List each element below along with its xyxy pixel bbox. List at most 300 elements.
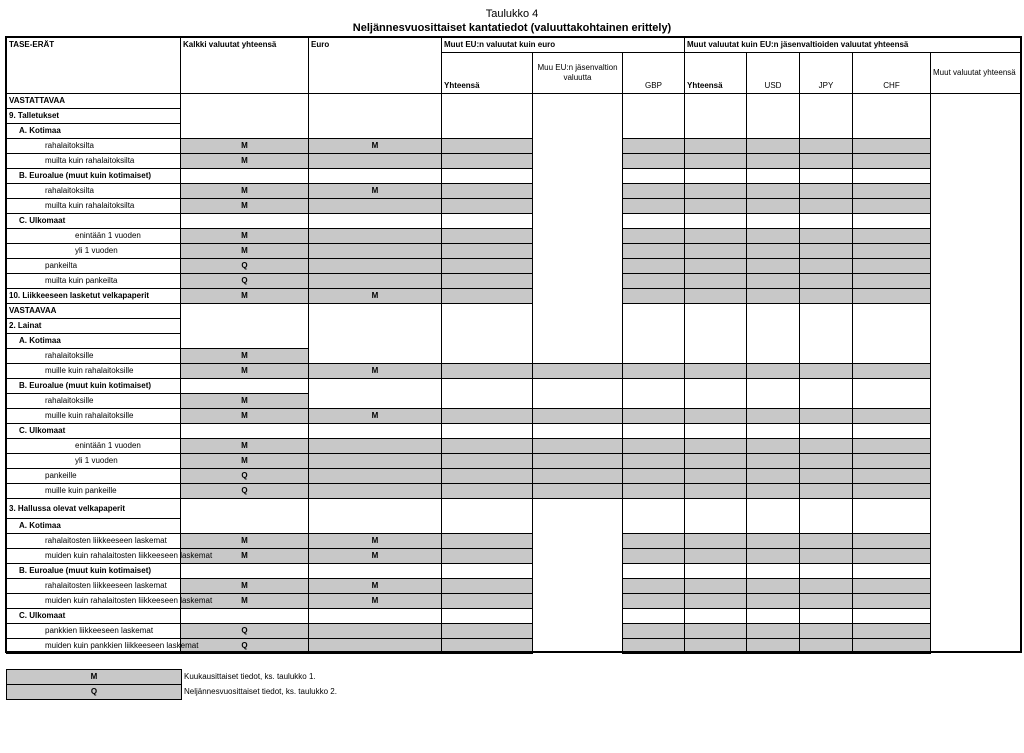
- cell-empty: [747, 609, 800, 624]
- cell-required: [800, 259, 853, 274]
- cell-empty: [853, 564, 931, 579]
- cell-required: [623, 469, 685, 484]
- cell-required: [685, 469, 747, 484]
- cell-empty: [181, 109, 309, 124]
- cell-empty: [442, 169, 533, 184]
- table-row: [7, 469, 1022, 484]
- cell-empty: [309, 609, 442, 624]
- cell-frequency-all: M: [181, 349, 309, 364]
- cell-empty: [685, 169, 747, 184]
- cell-empty: [800, 94, 853, 109]
- cell-empty: [623, 214, 685, 229]
- legend: [6, 669, 339, 700]
- cell-required: [623, 154, 685, 169]
- cell-empty: [533, 244, 623, 259]
- cell-empty: [747, 379, 800, 394]
- cell-required: [623, 409, 685, 424]
- cell-frequency-all: Q: [181, 274, 309, 289]
- row-label: yli 1 vuoden: [7, 454, 181, 469]
- header-other-eu: Muut EU:n valuutat kuin euro: [442, 38, 685, 53]
- cell-required: [800, 244, 853, 259]
- cell-empty: [181, 519, 309, 534]
- cell-empty: [747, 124, 800, 139]
- cell-frequency-all: M: [181, 549, 309, 564]
- cell-empty: [747, 394, 800, 409]
- cell-required: [533, 364, 623, 379]
- cell-required: [623, 229, 685, 244]
- cell-required: [442, 199, 533, 214]
- cell-frequency-euro: M: [309, 184, 442, 199]
- cell-empty: [533, 534, 623, 549]
- cell-empty: [533, 379, 623, 394]
- cell-empty: [533, 124, 623, 139]
- cell-empty: [623, 349, 685, 364]
- cell-required: [747, 579, 800, 594]
- cell-empty: [800, 109, 853, 124]
- cell-empty: [685, 379, 747, 394]
- cell-required: [623, 184, 685, 199]
- cell-required: [442, 439, 533, 454]
- cell-required: [685, 639, 747, 654]
- table-row: [7, 639, 1022, 654]
- cell-required: [623, 579, 685, 594]
- cell-required: [800, 594, 853, 609]
- cell-empty: [309, 424, 442, 439]
- cell-required: [747, 594, 800, 609]
- cell-required: [747, 154, 800, 169]
- cell-empty: [181, 124, 309, 139]
- cell-frequency-all: M: [181, 184, 309, 199]
- cell-frequency-euro: [309, 154, 442, 169]
- cell-required: [800, 229, 853, 244]
- table-row: [7, 564, 1022, 579]
- cell-required: [853, 274, 931, 289]
- cell-empty: [853, 349, 931, 364]
- cell-empty: [442, 124, 533, 139]
- cell-required: [685, 454, 747, 469]
- cell-empty: [442, 214, 533, 229]
- cell-required: [685, 484, 747, 499]
- cell-frequency-euro: [309, 244, 442, 259]
- cell-required: [853, 259, 931, 274]
- table-row: [7, 594, 1022, 609]
- table-row: [7, 379, 1022, 394]
- table-row: [7, 154, 1022, 169]
- cell-frequency-all: M: [181, 139, 309, 154]
- cell-empty: [747, 349, 800, 364]
- cell-required: [747, 244, 800, 259]
- table-row: [7, 289, 1022, 304]
- cell-empty: [853, 109, 931, 124]
- cell-empty: [533, 624, 623, 639]
- cell-empty: [800, 169, 853, 184]
- cell-required: [853, 454, 931, 469]
- cell-required: [685, 579, 747, 594]
- cell-empty: [623, 319, 685, 334]
- cell-required: [853, 549, 931, 564]
- cell-frequency-euro: M: [309, 579, 442, 594]
- cell-required: [442, 579, 533, 594]
- cell-frequency-all: M: [181, 244, 309, 259]
- cell-empty: [533, 169, 623, 184]
- table-row: [7, 519, 1022, 534]
- table-row: [7, 484, 1022, 499]
- cell-empty: [309, 94, 442, 109]
- cell-empty: [685, 214, 747, 229]
- cell-frequency-euro: M: [309, 549, 442, 564]
- cell-required: [685, 274, 747, 289]
- table-row: [7, 229, 1022, 244]
- cell-empty: [747, 564, 800, 579]
- cell-empty: [442, 609, 533, 624]
- cell-empty: [181, 499, 309, 519]
- cell-empty: [853, 319, 931, 334]
- cell-empty: [533, 594, 623, 609]
- legend-code-q: Q: [7, 685, 182, 700]
- cell-required: [800, 139, 853, 154]
- cell-empty: [685, 499, 747, 519]
- cell-empty: [623, 109, 685, 124]
- cell-frequency-all: M: [181, 534, 309, 549]
- cell-empty: [309, 124, 442, 139]
- cell-empty: [533, 319, 623, 334]
- cell-empty: [800, 499, 853, 519]
- cell-empty: [800, 379, 853, 394]
- cell-required: [853, 439, 931, 454]
- cell-required: [800, 184, 853, 199]
- cell-required: [800, 639, 853, 654]
- row-label: muiden kuin rahalaitosten liikkeeseen laskemat: [7, 549, 181, 564]
- cell-empty: [800, 564, 853, 579]
- table-row: [7, 214, 1022, 229]
- cell-required: [623, 244, 685, 259]
- cell-frequency-euro: M: [309, 409, 442, 424]
- cell-empty: [181, 609, 309, 624]
- cell-required: [442, 274, 533, 289]
- legend-code-m: M: [7, 670, 182, 685]
- cell-empty: [853, 214, 931, 229]
- cell-empty: [533, 274, 623, 289]
- row-label: muille kuin rahalaitoksille: [7, 364, 181, 379]
- cell-required: [747, 259, 800, 274]
- cell-empty: [853, 609, 931, 624]
- cell-empty: [533, 154, 623, 169]
- cell-empty: [800, 214, 853, 229]
- row-label: C. Ulkomaat: [7, 609, 181, 624]
- table-row: [7, 499, 1022, 519]
- cell-required: [800, 484, 853, 499]
- cell-required: [853, 594, 931, 609]
- row-label: rahalaitoksille: [7, 349, 181, 364]
- cell-empty: [853, 334, 931, 349]
- cell-empty: [747, 169, 800, 184]
- cell-required: [442, 484, 533, 499]
- cell-required: [685, 199, 747, 214]
- row-label: muiden kuin rahalaitosten liikkeeseen laskemat: [7, 594, 181, 609]
- cell-required: [442, 454, 533, 469]
- cell-frequency-euro: [309, 439, 442, 454]
- cell-empty: [685, 424, 747, 439]
- cell-empty: [309, 349, 442, 364]
- cell-frequency-euro: [309, 199, 442, 214]
- cell-required: [853, 534, 931, 549]
- table-row: [7, 409, 1022, 424]
- table-row: [7, 259, 1022, 274]
- table-row: [7, 394, 1022, 409]
- cell-required: [685, 364, 747, 379]
- cell-empty: [181, 334, 309, 349]
- cell-required: [623, 534, 685, 549]
- header-chf: CHF: [853, 53, 931, 94]
- cell-required: [853, 364, 931, 379]
- header-gbp: GBP: [623, 53, 685, 94]
- table-row: [7, 534, 1022, 549]
- cell-required: [685, 184, 747, 199]
- cell-required: [533, 469, 623, 484]
- cell-required: [442, 469, 533, 484]
- cell-frequency-all: M: [181, 289, 309, 304]
- cell-required: [685, 409, 747, 424]
- row-label: 10. Liikkeeseen lasketut velkapaperit: [7, 289, 181, 304]
- cell-frequency-euro: M: [309, 139, 442, 154]
- cell-required: [533, 409, 623, 424]
- cell-empty: [747, 214, 800, 229]
- cell-empty: [442, 499, 533, 519]
- cell-required: [853, 289, 931, 304]
- cell-empty: [800, 319, 853, 334]
- cell-required: [853, 409, 931, 424]
- cell-required: [853, 229, 931, 244]
- cell-empty: [685, 94, 747, 109]
- row-label: pankeilta: [7, 259, 181, 274]
- cell-empty: [853, 169, 931, 184]
- row-label: A. Kotimaa: [7, 519, 181, 534]
- cell-required: [800, 534, 853, 549]
- table-row: [7, 274, 1022, 289]
- cell-frequency-euro: [309, 624, 442, 639]
- cell-required: [747, 139, 800, 154]
- row-label: C. Ulkomaat: [7, 214, 181, 229]
- cell-empty: [533, 94, 623, 109]
- cell-required: [685, 139, 747, 154]
- table-row: [7, 124, 1022, 139]
- table-row: [7, 439, 1022, 454]
- cell-empty: [309, 499, 442, 519]
- row-label: pankeille: [7, 469, 181, 484]
- cell-empty: [181, 564, 309, 579]
- cell-required: [442, 244, 533, 259]
- cell-empty: [747, 499, 800, 519]
- cell-empty: [533, 639, 623, 654]
- cell-empty: [853, 94, 931, 109]
- cell-required: [685, 549, 747, 564]
- cell-frequency-euro: [309, 454, 442, 469]
- cell-required: [442, 624, 533, 639]
- row-label: rahalaitosten liikkeeseen laskemat: [7, 534, 181, 549]
- row-label: rahalaitoksilta: [7, 139, 181, 154]
- row-label: 2. Lainat: [7, 319, 181, 334]
- cell-required: [623, 549, 685, 564]
- cell-required: [747, 484, 800, 499]
- header-usd: USD: [747, 53, 800, 94]
- cell-empty: [623, 564, 685, 579]
- row-label: B. Euroalue (muut kuin kotimaiset): [7, 379, 181, 394]
- cell-empty: [623, 169, 685, 184]
- cell-required: [747, 409, 800, 424]
- row-label: muille kuin rahalaitoksille: [7, 409, 181, 424]
- table-title: Neljännesvuosittaiset kantatiedot (valuuttakohtainen erittely): [352, 22, 672, 34]
- cell-frequency-euro: M: [309, 289, 442, 304]
- cell-frequency-all: M: [181, 229, 309, 244]
- cell-empty: [533, 184, 623, 199]
- row-label: muilta kuin pankeilta: [7, 274, 181, 289]
- cell-frequency-all: M: [181, 409, 309, 424]
- table-row: [7, 184, 1022, 199]
- cell-required: [442, 229, 533, 244]
- cell-required: [747, 454, 800, 469]
- cell-empty: [442, 379, 533, 394]
- cell-empty: [533, 564, 623, 579]
- cell-frequency-all: Q: [181, 624, 309, 639]
- table-row: [7, 319, 1022, 334]
- cell-empty: [853, 379, 931, 394]
- cell-empty: [533, 304, 623, 319]
- cell-frequency-euro: [309, 469, 442, 484]
- table-row: [7, 109, 1022, 124]
- cell-empty: [533, 229, 623, 244]
- cell-required: [853, 639, 931, 654]
- row-label: A. Kotimaa: [7, 124, 181, 139]
- cell-required: [623, 484, 685, 499]
- cell-empty: [309, 319, 442, 334]
- cell-empty: [685, 304, 747, 319]
- cell-frequency-all: M: [181, 364, 309, 379]
- cell-empty: [533, 609, 623, 624]
- header-non-eu: Muut valuutat kuin EU:n jäsenvaltioiden valuutat yhteensä: [685, 38, 1022, 53]
- cell-required: [533, 439, 623, 454]
- cell-empty: [623, 394, 685, 409]
- cell-empty: [853, 124, 931, 139]
- table-row: [7, 94, 1022, 109]
- cell-empty: [623, 519, 685, 534]
- header-items: TASE-ERÄT: [7, 38, 181, 94]
- header-euro: Euro: [309, 38, 442, 94]
- cell-frequency-all: Q: [181, 469, 309, 484]
- cell-empty: [309, 564, 442, 579]
- header-other-eu-total: Yhteensä: [442, 53, 533, 94]
- cell-frequency-all: M: [181, 579, 309, 594]
- cell-required: [623, 454, 685, 469]
- cell-empty: [309, 519, 442, 534]
- cell-required: [685, 154, 747, 169]
- cell-empty: [853, 499, 931, 519]
- cell-empty: [533, 214, 623, 229]
- header-other-eu-member: Muu EU:n jäsenvaltion valuutta: [533, 53, 623, 94]
- cell-empty: [853, 519, 931, 534]
- table-row: [7, 334, 1022, 349]
- cell-empty: [747, 334, 800, 349]
- cell-frequency-all: M: [181, 154, 309, 169]
- cell-empty: [685, 124, 747, 139]
- cell-required: [442, 364, 533, 379]
- cell-required: [442, 139, 533, 154]
- cell-empty: [181, 319, 309, 334]
- cell-frequency-all: M: [181, 454, 309, 469]
- row-label: 3. Hallussa olevat velkapaperit: [7, 499, 181, 519]
- cell-required: [853, 579, 931, 594]
- cell-frequency-all: M: [181, 394, 309, 409]
- cell-empty: [533, 394, 623, 409]
- row-label: VASTATTAVAA: [7, 94, 181, 109]
- cell-empty: [853, 424, 931, 439]
- cell-empty: [685, 334, 747, 349]
- cell-empty: [853, 304, 931, 319]
- cell-empty: [533, 579, 623, 594]
- cell-required: [747, 184, 800, 199]
- table-row: [7, 454, 1022, 469]
- cell-frequency-euro: M: [309, 594, 442, 609]
- cell-required: [685, 229, 747, 244]
- cell-required: [442, 289, 533, 304]
- cell-frequency-all: Q: [181, 259, 309, 274]
- cell-empty: [442, 349, 533, 364]
- row-label: rahalaitoksille: [7, 394, 181, 409]
- cell-required: [747, 639, 800, 654]
- cell-required: [800, 154, 853, 169]
- cell-required: [747, 534, 800, 549]
- cell-empty: [623, 379, 685, 394]
- cell-empty: [442, 94, 533, 109]
- cell-required: [747, 229, 800, 244]
- cell-required: [533, 454, 623, 469]
- cell-required: [685, 439, 747, 454]
- cell-required: [747, 624, 800, 639]
- table-row: [7, 244, 1022, 259]
- row-label: muiden kuin pankkien liikkeeseen laskemat: [7, 639, 181, 654]
- table-row: [7, 139, 1022, 154]
- cell-required: [747, 549, 800, 564]
- cell-required: [442, 184, 533, 199]
- cell-required: [853, 199, 931, 214]
- cell-required: [685, 259, 747, 274]
- cell-required: [800, 439, 853, 454]
- row-label: muilta kuin rahalaitoksilta: [7, 154, 181, 169]
- cell-empty: [442, 334, 533, 349]
- cell-empty: [442, 319, 533, 334]
- cell-empty: [309, 334, 442, 349]
- row-label: muille kuin pankeille: [7, 484, 181, 499]
- cell-empty: [533, 139, 623, 154]
- cell-required: [800, 624, 853, 639]
- cell-empty: [685, 394, 747, 409]
- cell-empty: [309, 304, 442, 319]
- cell-required: [853, 154, 931, 169]
- cell-empty: [800, 124, 853, 139]
- row-label: 9. Talletukset: [7, 109, 181, 124]
- cell-empty: [623, 124, 685, 139]
- cell-required: [800, 454, 853, 469]
- cell-empty: [442, 394, 533, 409]
- cell-frequency-all: Q: [181, 484, 309, 499]
- row-label: enintään 1 vuoden: [7, 229, 181, 244]
- cell-empty: [309, 394, 442, 409]
- cell-empty: [623, 609, 685, 624]
- cell-empty: [800, 334, 853, 349]
- cell-empty: [800, 609, 853, 624]
- cell-required: [685, 594, 747, 609]
- cell-frequency-euro: [309, 274, 442, 289]
- cell-empty: [442, 564, 533, 579]
